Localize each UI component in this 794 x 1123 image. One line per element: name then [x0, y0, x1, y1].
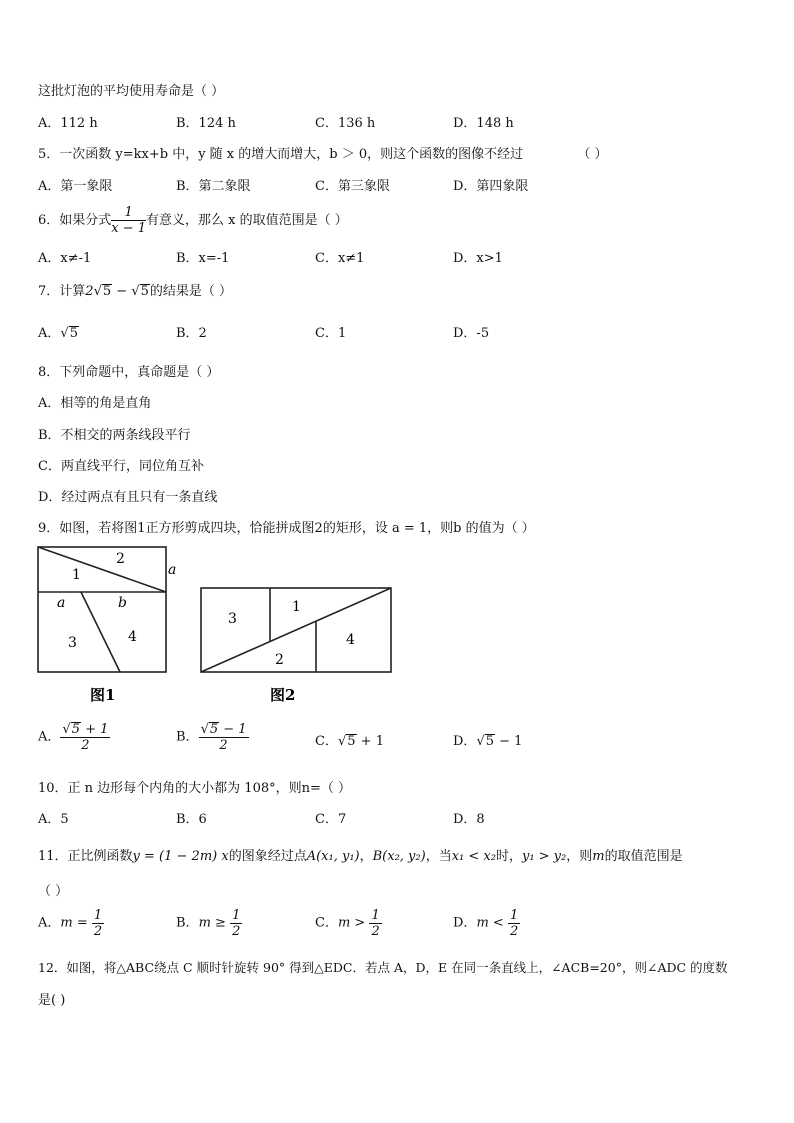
q5-option-b: B．第二象限	[176, 179, 251, 194]
q10-option-b: B．6	[176, 812, 207, 827]
q11-option-b-den: 2	[232, 924, 241, 939]
q6-option-d: D．x>1	[453, 251, 503, 266]
q9-option-c-tail: + 1	[356, 734, 384, 749]
q5-option-d: D．第四象限	[453, 179, 529, 194]
q9-option-c: C．√5 + 1	[315, 734, 384, 749]
q11-p5: ，则	[566, 849, 593, 864]
q11-option-c	[315, 908, 382, 939]
q11-sep: ，	[359, 849, 373, 864]
fig1-label-a-side: a	[168, 562, 177, 578]
fig1-label-a: a	[57, 595, 66, 611]
q11-option-a	[38, 908, 104, 939]
q11-option-a-frac	[92, 908, 104, 939]
q11-option-c-lhs: m >	[337, 915, 366, 931]
q7-suffix: 的结果是（ ）	[149, 284, 233, 299]
q11-option-a-lhs: m =	[60, 915, 88, 931]
q7-option-a-label: A．	[38, 326, 61, 341]
q4-option-b: B．124 h	[176, 116, 236, 131]
q11-option-a-num: 1	[93, 908, 103, 923]
q11-option-c-label: C．	[315, 915, 338, 931]
q11-option-b-frac	[230, 908, 242, 939]
q11-options	[38, 908, 758, 948]
fig1-label-1: 1	[72, 567, 81, 583]
q11-option-d-label: D．	[453, 915, 477, 931]
q7-option-a: A．√5	[38, 326, 78, 341]
q9-options	[38, 722, 758, 762]
q5-text: 5．一次函数 y=kx+b 中，y 随 x 的增大而增大，b ＞ 0，则这个函数的图像不经过	[38, 147, 524, 162]
q11-p3: ，当	[425, 849, 452, 864]
q11-p4: 时，	[495, 849, 522, 864]
q4-option-c: C．136 h	[315, 116, 376, 131]
q5-paren: （ ）	[577, 147, 608, 162]
q11-option-d-lhs: m <	[476, 915, 504, 931]
fig2-label-4: 4	[346, 632, 355, 648]
q9-option-b-label: B．	[176, 729, 199, 745]
q9-option-b	[176, 722, 249, 753]
q7-coef: 2	[85, 284, 94, 299]
q11-option-b	[176, 908, 242, 939]
q11-option-b-lhs: m ≥	[198, 915, 226, 931]
fig2-label-3: 3	[228, 611, 237, 627]
q9-option-a	[38, 722, 110, 753]
q12-line-2: 是( )	[38, 993, 66, 1008]
q9-option-d-tail: − 1	[495, 734, 523, 749]
q7-stem: 7．计算2√5 − √5的结果是（ ）	[38, 284, 233, 299]
q9-option-a-rad: 5	[71, 722, 80, 737]
fig1-label-2: 2	[116, 551, 125, 567]
q9-option-c-rad: 5	[347, 734, 356, 749]
fig1-label-3: 3	[68, 635, 77, 651]
q6-option-b: B．x=-1	[176, 251, 230, 266]
q6-option-c: C．x≠1	[315, 251, 365, 266]
q11-p1: 11．正比例函数	[38, 849, 133, 864]
q7-rad-1: 5	[102, 284, 112, 299]
q11-option-c-den: 2	[371, 924, 380, 939]
q9-option-b-frac	[199, 722, 249, 753]
q11-point-a: A(x₁, y₁)	[306, 849, 360, 864]
q4-option-d: D．148 h	[453, 116, 514, 131]
q11-point-b: B(x₂, y₂)	[372, 849, 426, 864]
q6-prefix: 6．如果分式	[38, 213, 112, 228]
q7-prefix: 7．计算	[38, 284, 86, 299]
q11-option-d-frac	[508, 908, 520, 939]
fig1-label-4: 4	[128, 629, 137, 645]
q11-option-b-label: B．	[176, 915, 199, 931]
q9-figures	[30, 540, 410, 710]
fig1-slant-cut	[81, 592, 120, 672]
q9-option-a-label: A．	[38, 729, 61, 745]
q11-option-a-label: A．	[38, 915, 61, 931]
q7-option-a-rad: 5	[69, 326, 78, 341]
q11-p2: 的图象经过点	[228, 849, 307, 864]
q9-option-a-num: √5 + 1	[62, 722, 109, 737]
q9-option-d: D．√5 − 1	[453, 734, 523, 749]
q7-option-b: B．2	[176, 326, 207, 341]
q11-option-b-num: 1	[232, 908, 241, 923]
q11-cond-x: x₁ < x₂	[451, 849, 496, 864]
q11-cond-y: y₁ > y₂	[521, 849, 567, 864]
q8-option-b: B．不相交的两条线段平行	[38, 428, 191, 443]
q5-stem	[38, 147, 608, 163]
q9-option-d-rad: 5	[485, 734, 495, 749]
fig2-caption: 图2	[270, 686, 296, 704]
q7-rad-2: 5	[140, 284, 149, 299]
q10-option-c: C．7	[315, 812, 347, 827]
q4-stem: 这批灯泡的平均使用寿命是（ ）	[38, 84, 225, 99]
q11-option-d	[453, 908, 520, 939]
q7-option-c: C．1	[315, 326, 347, 341]
q11-option-c-frac	[369, 908, 381, 939]
q6-fraction	[111, 205, 146, 236]
q8-stem: 8．下列命题中，真命题是（ ）	[38, 365, 220, 380]
q11-option-a-den: 2	[93, 924, 103, 939]
q10-option-d: D．8	[453, 812, 485, 827]
q11-option-c-num: 1	[371, 908, 380, 923]
q10-stem: 10．正 n 边形每个内角的大小都为 108°，则n=（ ）	[38, 781, 352, 796]
q6-option-a: A．x≠-1	[38, 251, 92, 266]
q8-option-c: C．两直线平行，同位角互补	[38, 459, 204, 474]
q9-option-b-rad: 5	[209, 722, 219, 737]
q8-option-d: D．经过两点有且只有一条直线	[38, 490, 218, 505]
q9-option-b-num: √5 − 1	[200, 722, 247, 737]
q7-option-d: D．-5	[453, 326, 490, 341]
fig1-diagonal-cut	[38, 547, 166, 592]
q6-stem	[38, 204, 348, 238]
q9-stem: 9．如图，若将图1正方形剪成四块，恰能拼成图2的矩形，设 a = 1，则b 的值为（ ）	[38, 521, 535, 536]
q5-option-c: C．第三象限	[315, 179, 390, 194]
q9-option-d-label: D．	[453, 734, 477, 749]
q12-line-1: 12．如图，将△ABC绕点 C 顺时针旋转 90° 得到△EDC．若点 A，D，E 在同一条直线上，∠ACB=20°，则∠ADC 的度数	[38, 960, 728, 975]
q6-suffix: 有意义，那么 x 的取值范围是（ ）	[146, 213, 348, 228]
q8-option-a: A．相等的角是直角	[38, 396, 152, 411]
q6-frac-den: x − 1	[111, 221, 147, 236]
q11-p6: 的取值范围是	[604, 849, 683, 864]
q11-option-d-num: 1	[509, 908, 519, 923]
q11-m: m	[592, 849, 605, 864]
q9-option-a-frac	[60, 722, 110, 753]
fig1-caption: 图1	[90, 686, 116, 704]
fig1-label-b: b	[118, 595, 127, 611]
q5-option-a: A．第一象限	[38, 179, 113, 194]
fig2-label-1: 1	[292, 599, 301, 615]
q11-paren: （ ）	[38, 884, 69, 899]
q7-minus: −	[112, 284, 132, 299]
q11-function: y = (1 − 2m) x	[132, 849, 229, 864]
q9-option-c-label: C．	[315, 734, 338, 749]
q11-stem	[38, 849, 683, 865]
q10-option-a: A．5	[38, 812, 69, 827]
q9-option-b-den: 2	[219, 738, 228, 753]
fig2-label-2: 2	[275, 652, 284, 668]
q4-option-a: A．112 h	[38, 116, 98, 131]
q6-frac-num: 1	[111, 205, 146, 221]
q9-option-a-den: 2	[81, 738, 90, 753]
q11-option-d-den: 2	[509, 924, 519, 939]
